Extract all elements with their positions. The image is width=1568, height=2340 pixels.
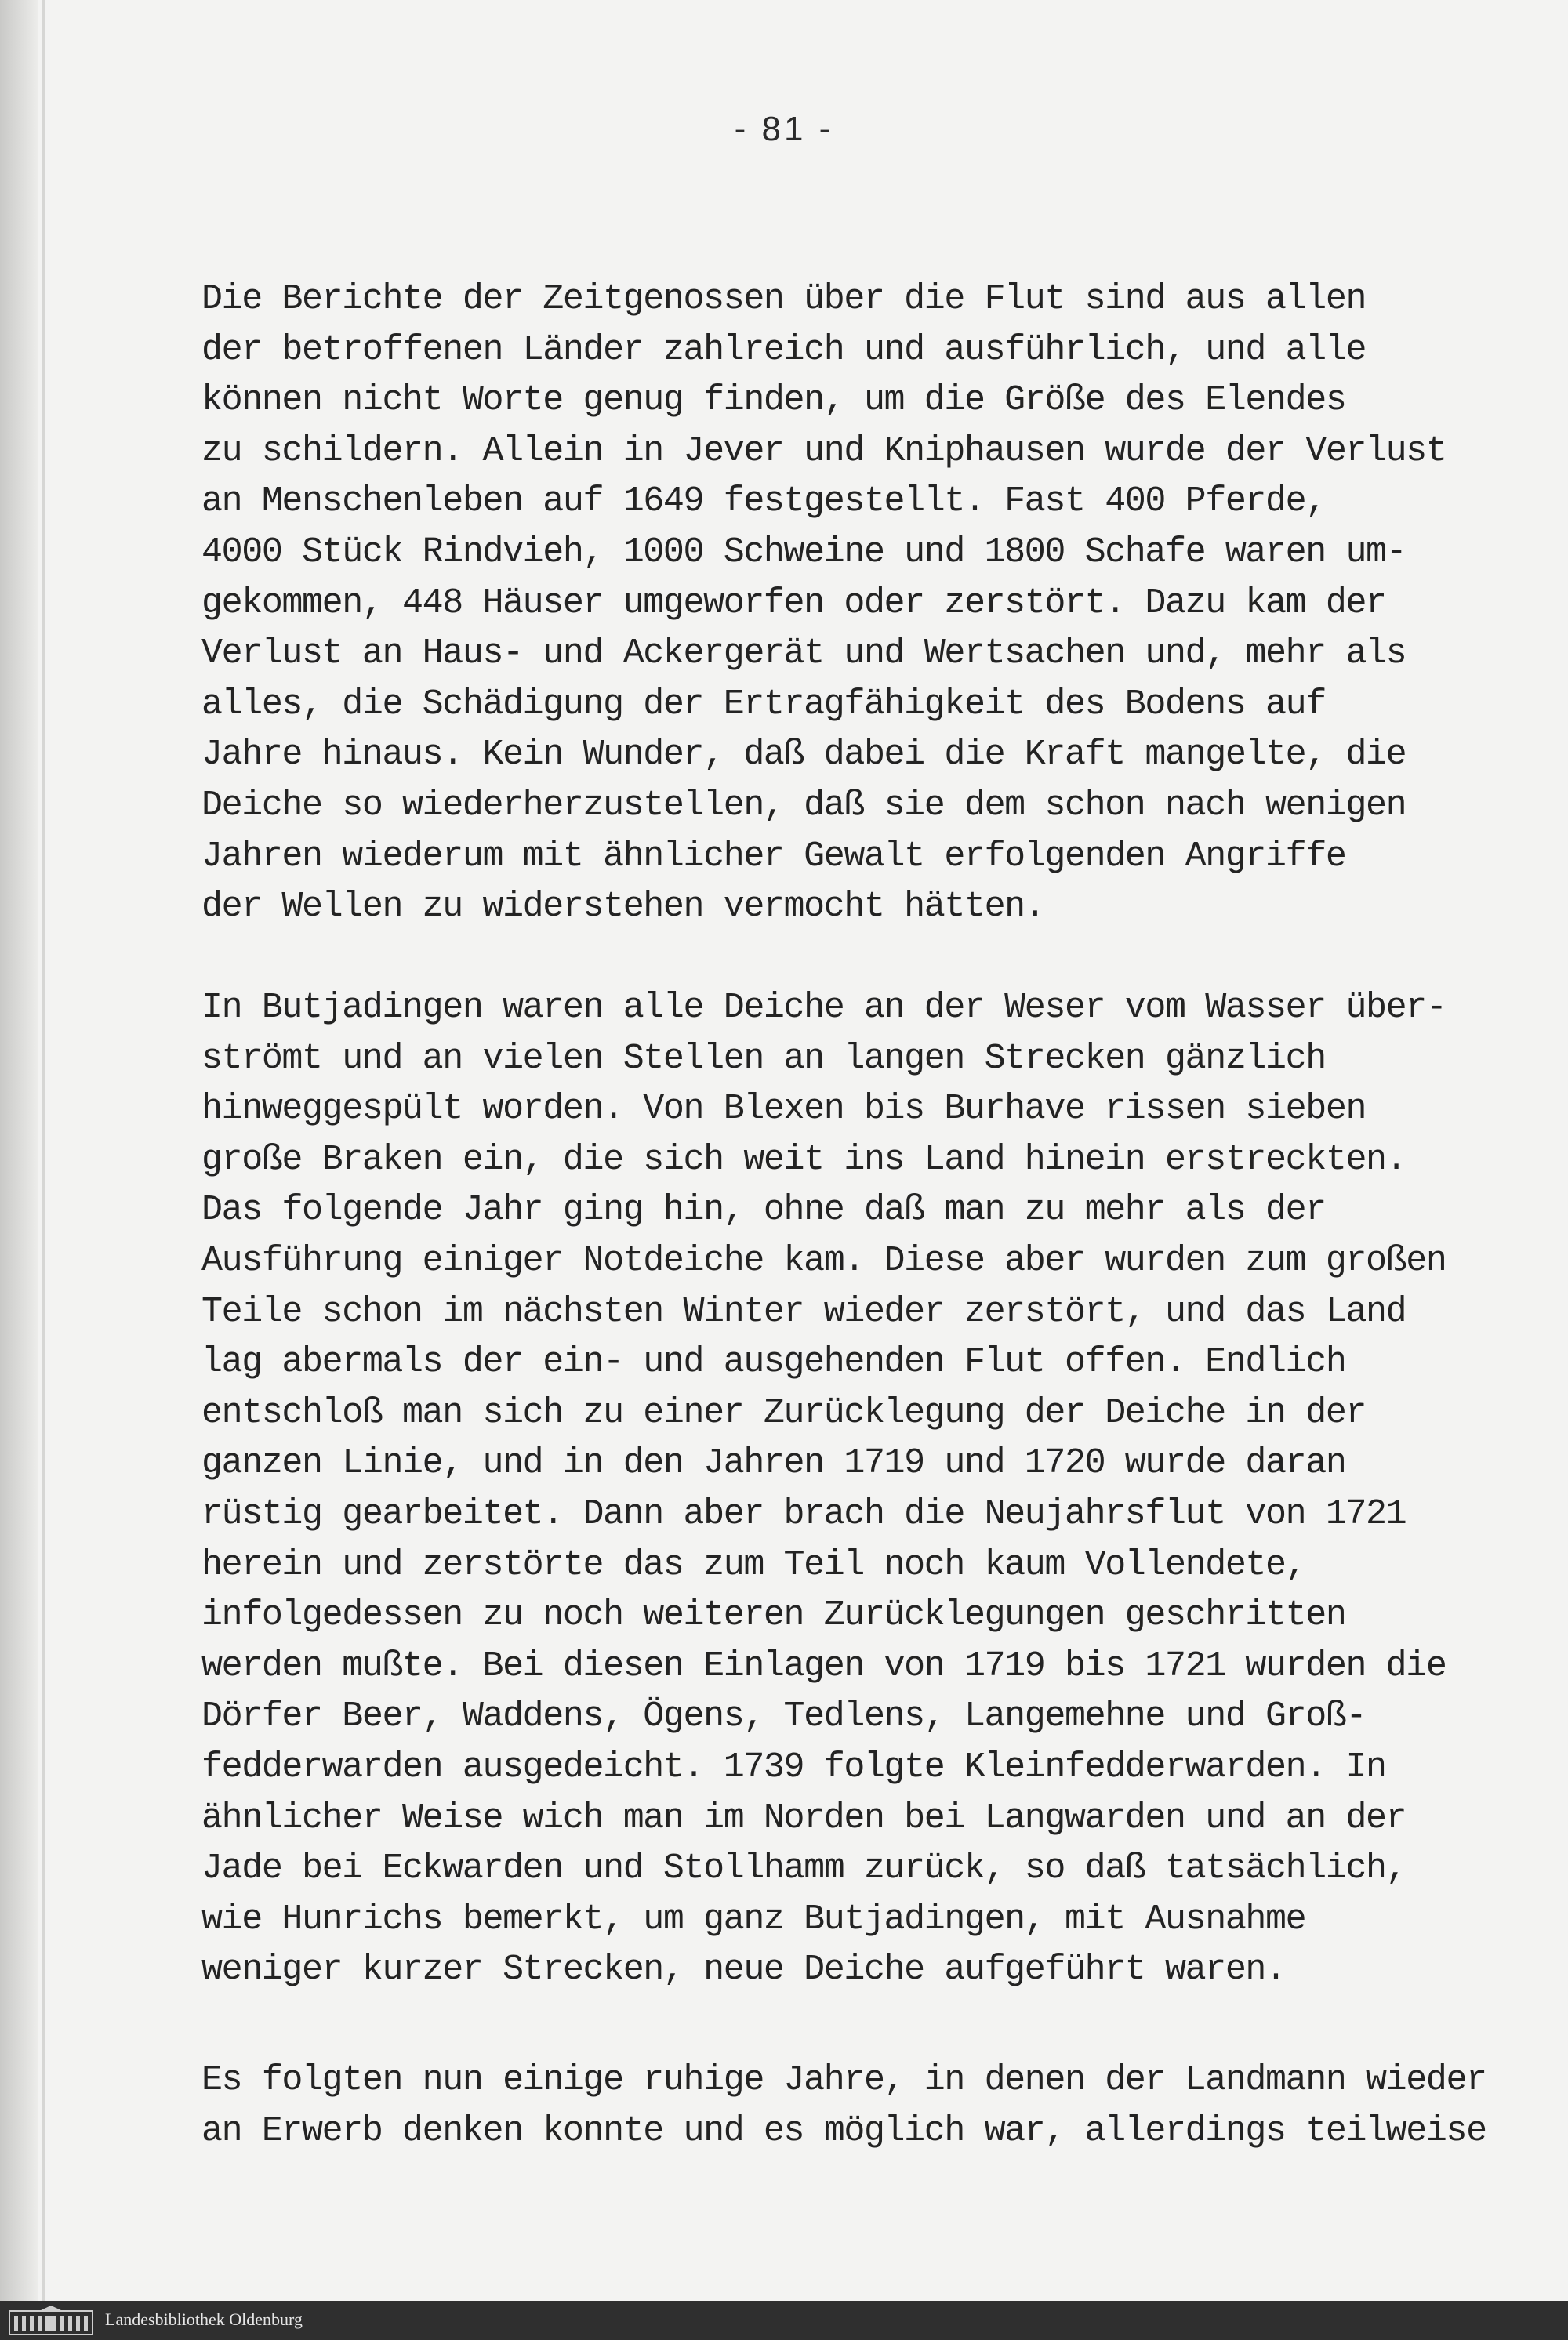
page-binding-shadow: [42, 0, 45, 2301]
text-line: Die Berichte der Zeitgenossen über die Flut sind aus allen: [201, 279, 1367, 319]
text-line: Verlust an Haus- und Ackergerät und Wertsachen und, mehr als: [201, 633, 1406, 674]
paragraph-1: [201, 274, 1446, 933]
text-line: entschloß man sich zu einer Zurücklegung der Deiche in der: [201, 1392, 1367, 1433]
text-line: Dörfer Beer, Waddens, Ögens, Tedlens, Langemehne und Groß-: [201, 1696, 1367, 1737]
text-line: wie Hunrichs bemerkt, um ganz Butjadingen, mit Ausnahme: [201, 1899, 1306, 1939]
text-line: an Erwerb denken konnte und es möglich war, allerdings teilweise: [201, 2110, 1486, 2151]
text-line: rüstig gearbeitet. Dann aber brach die Neujahrsflut von 1721: [201, 1493, 1406, 1534]
text-line: der betroffenen Länder zahlreich und ausführlich, und alle: [201, 329, 1367, 370]
text-line: an Menschenleben auf 1649 festgestellt. Fast 400 Pferde,: [201, 481, 1326, 522]
text-line: alles, die Schädigung der Ertragfähigkeit des Bodens auf: [201, 684, 1326, 724]
footer-bar: [0, 2301, 1568, 2340]
text-line: Teile schon im nächsten Winter wieder zerstört, und das Land: [201, 1291, 1406, 1332]
text-line: der Wellen zu widerstehen vermocht hätten.: [201, 887, 1045, 927]
text-line: ganzen Linie, und in den Jahren 1719 und 1720 wurde daran: [201, 1443, 1346, 1484]
text-line: lag abermals der ein- und ausgehenden Flut offen. Endlich: [201, 1342, 1346, 1383]
text-line: Deiche so wiederherzustellen, daß sie dem schon nach wenigen: [201, 785, 1406, 825]
text-line: In Butjadingen waren alle Deiche an der Weser vom Wasser über-: [201, 988, 1446, 1028]
text-line: gekommen, 448 Häuser umgeworfen oder zerstört. Dazu kam der: [201, 582, 1386, 623]
paragraph-3: [201, 2055, 1486, 2157]
text-line: ähnlicher Weise wich man im Norden bei Langwarden und an der: [201, 1798, 1406, 1838]
text-line: strömt und an vielen Stellen an langen Strecken gänzlich: [201, 1038, 1326, 1079]
text-line: Jahre hinaus. Kein Wunder, daß dabei die Kraft mangelte, die: [201, 735, 1406, 775]
text-line: große Braken ein, die sich weit ins Land hinein erstreckten.: [201, 1139, 1406, 1180]
footer-library-name: Landesbibliothek Oldenburg: [105, 2309, 303, 2329]
text-line: weniger kurzer Strecken, neue Deiche aufgeführt waren.: [201, 1950, 1286, 1990]
paragraph-2: [201, 983, 1446, 1996]
text-line: fedderwarden ausgedeicht. 1739 folgte Kleinfedderwarden. In: [201, 1747, 1386, 1787]
text-line: können nicht Worte genug finden, um die Größe des Elendes: [201, 380, 1346, 421]
text-line: herein und zerstörte das zum Teil noch kaum Vollendete,: [201, 1544, 1306, 1585]
page-number: - 81 -: [734, 110, 834, 148]
text-line: zu schildern. Allein in Jever und Kniphausen wurde der Verlust: [201, 430, 1446, 471]
text-line: Das folgende Jahr ging hin, ohne daß man zu mehr als der: [201, 1190, 1326, 1231]
text-line: infolgedessen zu noch weiteren Zurücklegungen geschritten: [201, 1595, 1346, 1636]
text-line: Jade bei Eckwarden und Stollhamm zurück, so daß tatsächlich,: [201, 1848, 1406, 1889]
text-line: Es folgten nun einige ruhige Jahre, in denen der Landmann wieder: [201, 2060, 1486, 2100]
text-line: Ausführung einiger Notdeiche kam. Diese aber wurden zum großen: [201, 1240, 1446, 1281]
library-building-icon: [8, 2305, 94, 2336]
text-line: 4000 Stück Rindvieh, 1000 Schweine und 1800 Schafe waren um-: [201, 531, 1406, 572]
text-line: hinweggespült worden. Von Blexen bis Burhave rissen sieben: [201, 1089, 1367, 1130]
text-line: Jahren wiederum mit ähnlicher Gewalt erfolgenden Angriffe: [201, 836, 1346, 876]
text-line: werden mußte. Bei diesen Einlagen von 1719 bis 1721 wurden die: [201, 1645, 1446, 1686]
page-binding-edge: [0, 0, 38, 2340]
